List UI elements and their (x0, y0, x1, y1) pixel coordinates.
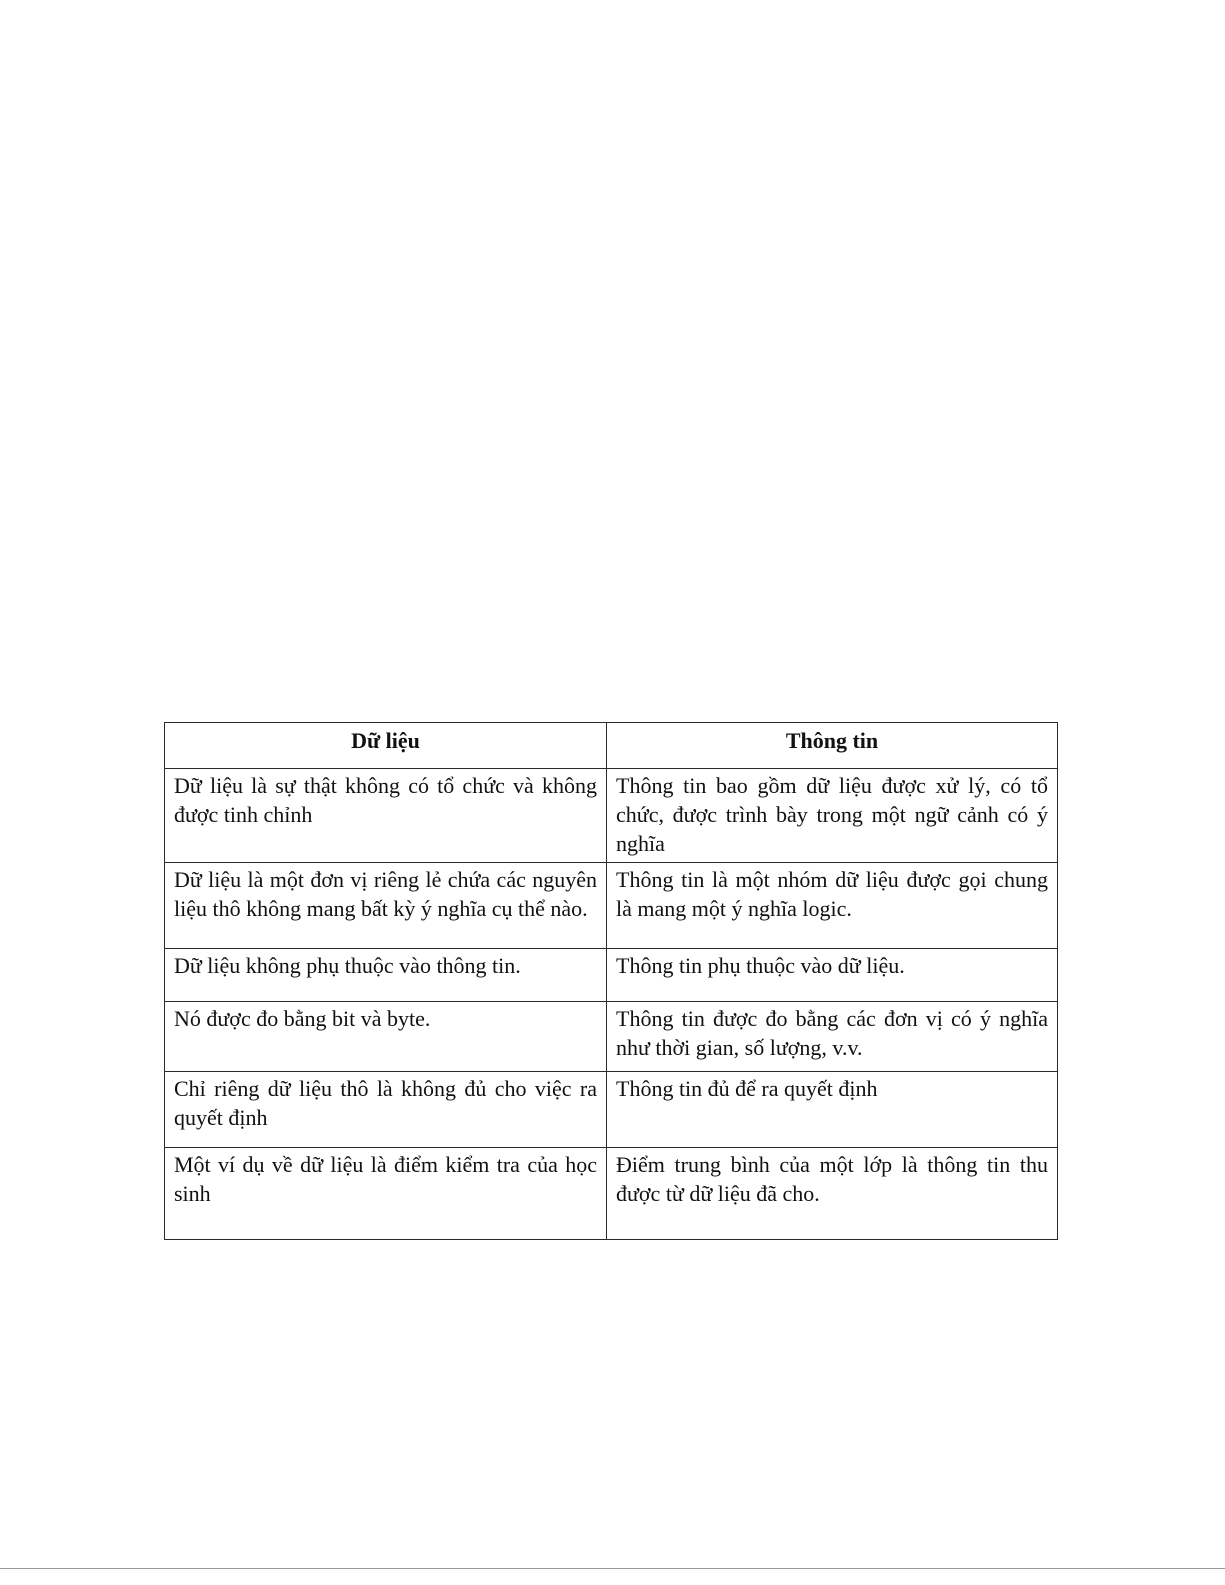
table-row (165, 1148, 1058, 1240)
table-header-row (165, 723, 1058, 769)
table-row (165, 1002, 1058, 1072)
cell-information: Thông tin đủ để ra quyết định (607, 1072, 1058, 1148)
table-row (165, 949, 1058, 1002)
cell-data: Chỉ riêng dữ liệu thô là không đủ cho việc ra quyết định (165, 1072, 607, 1148)
cell-information: Điểm trung bình của một lớp là thông tin thu được từ dữ liệu đã cho. (607, 1148, 1058, 1240)
cell-information: Thông tin là một nhóm dữ liệu được gọi chung là mang một ý nghĩa logic. (607, 863, 1058, 949)
table-row (165, 769, 1058, 863)
page-bottom-divider (0, 1568, 1225, 1569)
header-data: Dữ liệu (165, 723, 607, 769)
table-row (165, 863, 1058, 949)
header-information: Thông tin (607, 723, 1058, 769)
comparison-table (164, 722, 1058, 1240)
cell-data: Dữ liệu là một đơn vị riêng lẻ chứa các nguyên liệu thô không mang bất kỳ ý nghĩa cụ thể nào. (165, 863, 607, 949)
cell-information: Thông tin bao gồm dữ liệu được xử lý, có tổ chức, được trình bày trong một ngữ cảnh có ý nghĩa (607, 769, 1058, 863)
cell-data: Một ví dụ về dữ liệu là điểm kiểm tra của học sinh (165, 1148, 607, 1240)
cell-information: Thông tin được đo bằng các đơn vị có ý nghĩa như thời gian, số lượng, v.v. (607, 1002, 1058, 1072)
cell-data: Dữ liệu không phụ thuộc vào thông tin. (165, 949, 607, 1002)
table-row (165, 1072, 1058, 1148)
cell-information: Thông tin phụ thuộc vào dữ liệu. (607, 949, 1058, 1002)
cell-data: Nó được đo bằng bit và byte. (165, 1002, 607, 1072)
cell-data: Dữ liệu là sự thật không có tổ chức và không được tinh chỉnh (165, 769, 607, 863)
